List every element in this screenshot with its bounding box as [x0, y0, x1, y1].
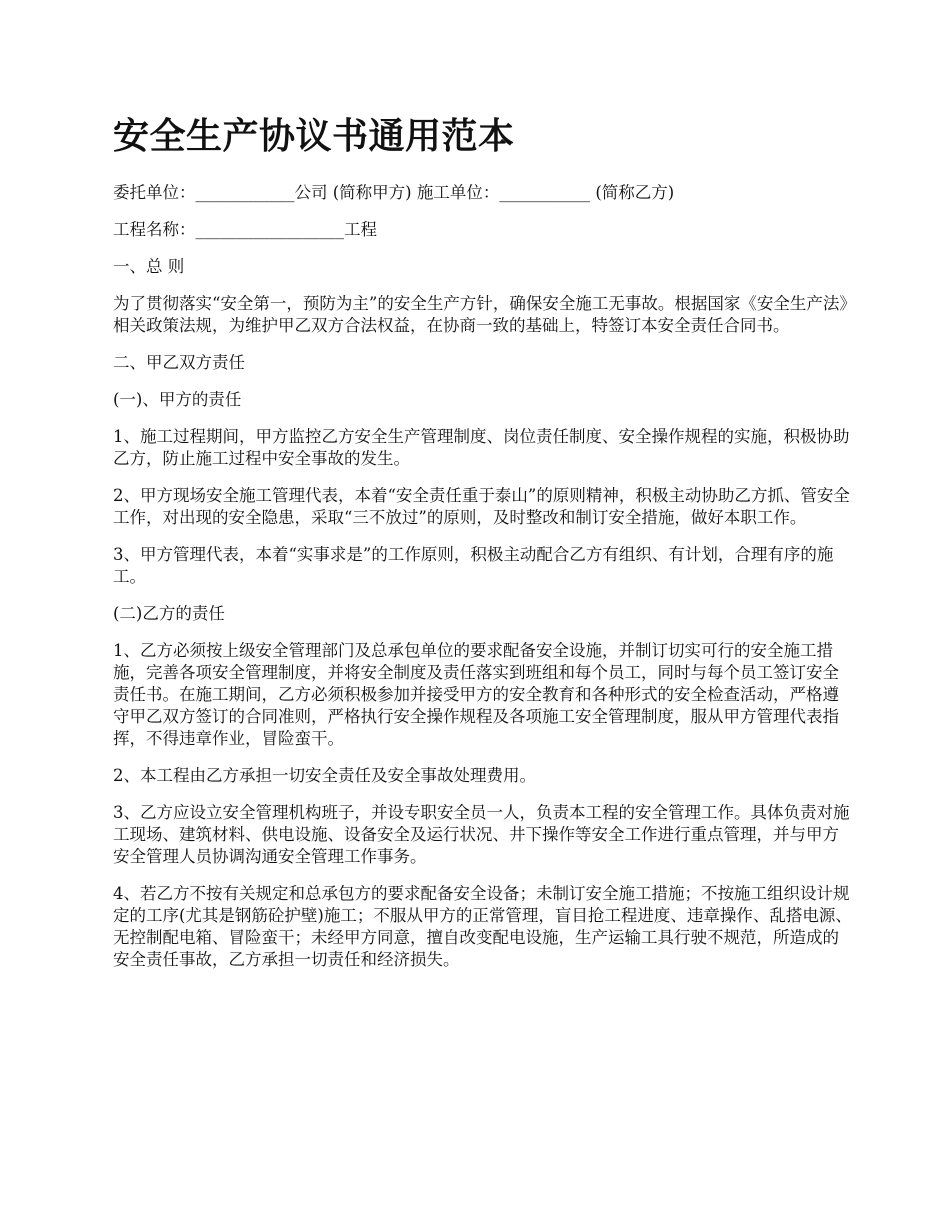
party-a-clause-2: 2、甲方现场安全施工管理代表，本着“安全责任重于泰山”的原则精神，积极主动协助乙方抓、管安全工作，对出现的安全隐患，采取“三不放过”的原则，及时整改和制订安全措施，做好本职工作。 — [113, 486, 850, 527]
general-paragraph: 为了贯彻落实“安全第一，预防为主”的安全生产方针，确保安全施工无事故。根据国家《安全生产法》相关政策法规，为维护甲乙双方合法权益，在协商一致的基础上，特签订本安全责任合同书。 — [113, 294, 848, 335]
party-a-clause-1: 1、施工过程期间，甲方监控乙方安全生产管理制度、岗位责任制度、安全操作规程的实施，积极协助乙方，防止施工过程中安全事故的发生。 — [113, 427, 850, 468]
party-a-clause-3: 3、甲方管理代表，本着“实事求是”的工作原则，积极主动配合乙方有组织、有计划，合理有序的施工。 — [113, 545, 834, 586]
client-unit-line: 委托单位：____________公司 (简称甲方) 施工单位：___________ (简称乙方) — [113, 183, 675, 202]
subheading-party-a: (一)、甲方的责任 — [113, 390, 242, 409]
section-heading-responsibilities: 二、甲乙双方责任 — [113, 353, 245, 372]
party-b-clause-1: 1、乙方必须按上级安全管理部门及总承包单位的要求配备安全设施，并制订切实可行的安全施工措施，完善各项安全管理制度，并将安全制度及责任落实到班组和每个员工，同时与每个员工签订安全责任书。在施工期间，乙方必须积极参加并接受甲方的安全教育和各种形式的安全检查活动，严格遵守甲乙双方签订的合同准则，严格执行安全操作规程及各项施工安全管理制度，服从甲方管理代表指挥，不得违章作业，冒险蛮干。 — [113, 641, 839, 748]
party-b-clause-4: 4、若乙方不按有关规定和总承包方的要求配备安全设备；未制订安全施工措施；不按施工组织设计规定的工序(尤其是钢筋砼护壁)施工；不服从甲方的正常管理，盲目抢工程进度、违章操作、乱搭电源、无控制配电箱、冒险蛮干；未经甲方同意，擅自改变配电设施，生产运输工具行驶不规范，所造成的安全责任事故，乙方承担一切责任和经济损失。 — [113, 884, 852, 969]
subheading-party-b: (二)乙方的责任 — [113, 604, 225, 623]
party-b-clause-2: 2、本工程由乙方承担一切安全责任及安全事故处理费用。 — [113, 766, 536, 785]
project-name-line: 工程名称：__________________工程 — [113, 220, 377, 239]
section-heading-general: 一、总 则 — [113, 257, 185, 276]
party-b-clause-3: 3、乙方应设立安全管理机构班子，并设专职安全员一人，负责本工程的安全管理工作。具体负责对施工现场、建筑材料、供电设施、设备安全及运行状况、井下操作等安全工作进行重点管理，并与甲方安全管理人员协调沟通安全管理工作事务。 — [113, 803, 850, 866]
document-page — [113, 110, 853, 986]
document-title: 安全生产协议书通用范本 — [113, 115, 515, 157]
